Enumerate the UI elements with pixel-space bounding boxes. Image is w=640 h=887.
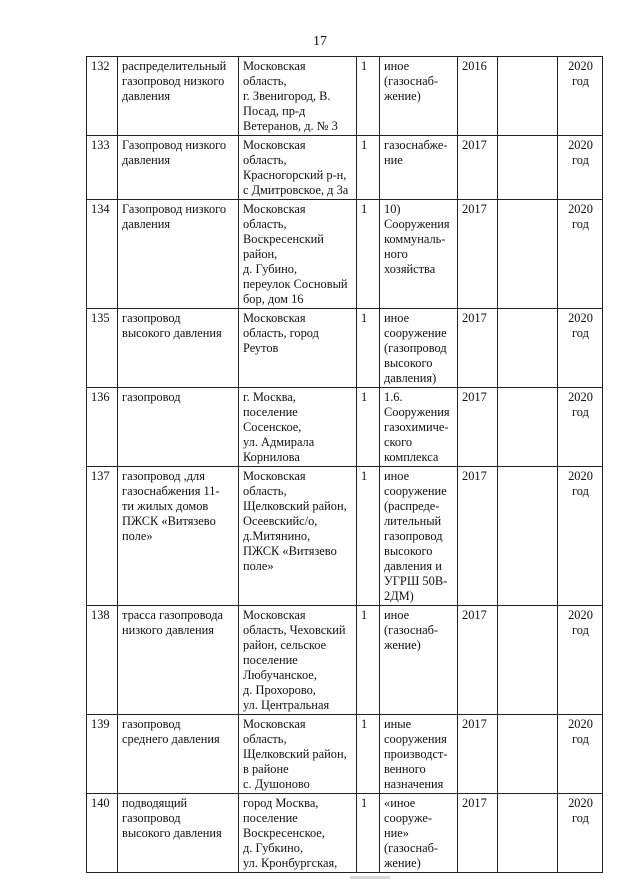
target-date-cell: 2020 год <box>558 309 603 388</box>
table-row <box>87 309 603 388</box>
empty-cell <box>498 794 558 873</box>
object-type-cell: иные сооружения производст- венного назначения <box>380 715 458 794</box>
year-cell: 2017 <box>458 606 498 715</box>
object-name-cell: распределительный газопровод низкого давления <box>118 57 239 136</box>
empty-cell <box>498 606 558 715</box>
quantity-cell: 1 <box>357 136 380 200</box>
quantity-cell: 1 <box>357 388 380 467</box>
empty-cell <box>498 309 558 388</box>
address-cell: Московская область, Чеховский район, сельское поселение Любучанское, д. Прохорово, ул. Центральная <box>239 606 357 715</box>
quantity-cell: 1 <box>357 200 380 309</box>
target-date-cell: 2020 год <box>558 715 603 794</box>
year-cell: 2017 <box>458 467 498 606</box>
table-row <box>87 200 603 309</box>
row-number-cell: 138 <box>87 606 118 715</box>
address-cell: Московская область, Щелковский район, в районе с. Душоново <box>239 715 357 794</box>
address-cell: Московская область, Воскресенский район, д. Губино, переулок Сосновый бор, дом 16 <box>239 200 357 309</box>
year-cell: 2017 <box>458 136 498 200</box>
object-type-cell: иное (газоснаб- жение) <box>380 57 458 136</box>
empty-cell <box>498 200 558 309</box>
page-number: 17 <box>313 34 327 49</box>
object-type-cell: иное сооружение (распреде- лительный газопровод высокого давления и УГРШ 50В- 2ДМ) <box>380 467 458 606</box>
object-name-cell: Газопровод низкого давления <box>118 200 239 309</box>
target-date-cell: 2020 год <box>558 388 603 467</box>
table-row <box>87 794 603 873</box>
target-date-cell: 2020 год <box>558 606 603 715</box>
object-type-cell: 10) Сооружения коммуналь- ного хозяйства <box>380 200 458 309</box>
target-date-cell: 2020 год <box>558 794 603 873</box>
address-cell: г. Москва, поселение Сосенское, ул. Адмирала Корнилова <box>239 388 357 467</box>
table-row <box>87 606 603 715</box>
table-row <box>87 388 603 467</box>
address-cell: город Москва, поселение Воскресенское, д. Губкино, ул. Кронбургская, <box>239 794 357 873</box>
row-number-cell: 134 <box>87 200 118 309</box>
target-date-cell: 2020 год <box>558 200 603 309</box>
target-date-cell: 2020 год <box>558 136 603 200</box>
row-number-cell: 133 <box>87 136 118 200</box>
year-cell: 2017 <box>458 200 498 309</box>
row-number-cell: 137 <box>87 467 118 606</box>
address-cell: Московская область, Щелковский район, Осеевскийс/о, д.Митянино, ПЖСК «Витязево поле» <box>239 467 357 606</box>
registry-table <box>86 56 603 873</box>
object-type-cell: иное (газоснаб- жение) <box>380 606 458 715</box>
row-number-cell: 135 <box>87 309 118 388</box>
address-cell: Московская область, город Реутов <box>239 309 357 388</box>
object-type-cell: иное сооружение (газопровод высокого давления) <box>380 309 458 388</box>
target-date-cell: 2020 год <box>558 57 603 136</box>
object-type-cell: «иное сооруже- ние» (газоснаб- жение) <box>380 794 458 873</box>
empty-cell <box>498 467 558 606</box>
row-number-cell: 139 <box>87 715 118 794</box>
quantity-cell: 1 <box>357 715 380 794</box>
scan-artifact <box>350 876 390 879</box>
row-number-cell: 132 <box>87 57 118 136</box>
object-name-cell: газопровод среднего давления <box>118 715 239 794</box>
row-number-cell: 136 <box>87 388 118 467</box>
empty-cell <box>498 57 558 136</box>
table-row <box>87 715 603 794</box>
object-type-cell: газоснабже- ние <box>380 136 458 200</box>
address-cell: Московская область, Красногорский р-н, с Дмитровское, д 3а <box>239 136 357 200</box>
empty-cell <box>498 388 558 467</box>
row-number-cell: 140 <box>87 794 118 873</box>
empty-cell <box>498 715 558 794</box>
empty-cell <box>498 136 558 200</box>
quantity-cell: 1 <box>357 309 380 388</box>
object-name-cell: газопровод ,для газоснабжения 11- ти жилых домов ПЖСК «Витязево поле» <box>118 467 239 606</box>
object-name-cell: трасса газопровода низкого давления <box>118 606 239 715</box>
table-row <box>87 136 603 200</box>
object-name-cell: Газопровод низкого давления <box>118 136 239 200</box>
year-cell: 2017 <box>458 715 498 794</box>
object-type-cell: 1.6. Сооружения газохимиче- ского комплекса <box>380 388 458 467</box>
address-cell: Московская область, г. Звенигород, В. Посад, пр-д Ветеранов, д. № 3 <box>239 57 357 136</box>
table-row <box>87 467 603 606</box>
object-name-cell: подводящий газопровод высокого давления <box>118 794 239 873</box>
year-cell: 2017 <box>458 388 498 467</box>
year-cell: 2017 <box>458 794 498 873</box>
quantity-cell: 1 <box>357 57 380 136</box>
target-date-cell: 2020 год <box>558 467 603 606</box>
object-name-cell: газопровод высокого давления <box>118 309 239 388</box>
quantity-cell: 1 <box>357 794 380 873</box>
table-row <box>87 57 603 136</box>
quantity-cell: 1 <box>357 467 380 606</box>
object-name-cell: газопровод <box>118 388 239 467</box>
quantity-cell: 1 <box>357 606 380 715</box>
year-cell: 2017 <box>458 309 498 388</box>
year-cell: 2016 <box>458 57 498 136</box>
